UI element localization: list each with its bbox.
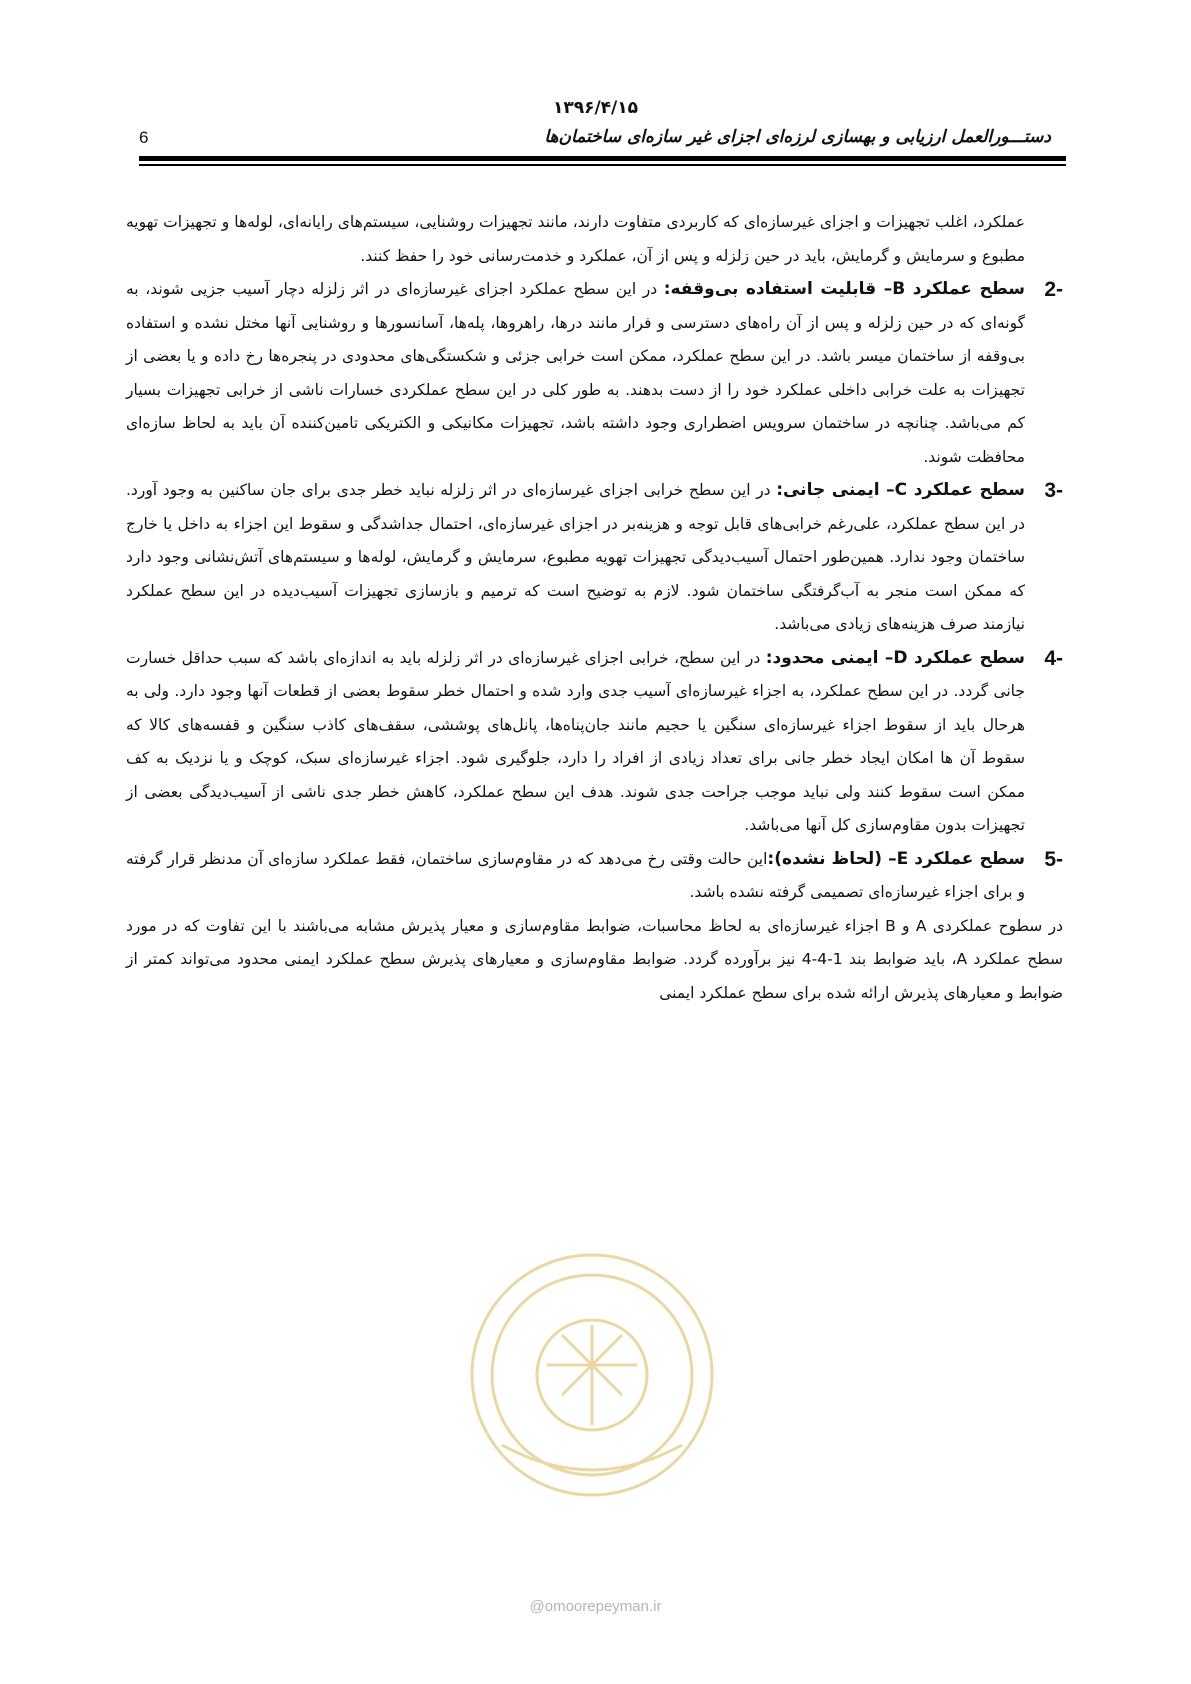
item-number: 3- <box>1044 479 1063 502</box>
page-number: 6 <box>139 128 149 147</box>
item-heading: سطح عملکرد C– ایمنی جانی: <box>776 480 1025 500</box>
item-number: 5- <box>1044 847 1063 871</box>
item-text: در این سطح، خرابی اجزای غیرسازه‌ای در اثر زلزله باید به اندازه‌ای باشد که سبب حداقل خسارت جانی گردد. در این سطح عملکرد، به اجزاء غیرسازه‌ای آسیب جدی وارد شده و احتمال خطر سقوط بعضی از قطعات آنها وجود دارد. ولی به هرحال باید از سقوط اجزاء غیرسازه‌ای سنگین یا حجیم مانند جان‌پناه‌ها، پانل‌های پوششی، سقف‌های کاذب سنگین و قفسه‌های کالا که سقوط آن ها امکان ایجاد خطر جانی برای تعداد زیادی از افراد را دارد، جلوگیری شود. اجزاء غیرسازه‌ای سبک، کوچک و یا نزدیک به کف ممکن است سقوط کنند ولی نباید موجب جراحت جدی شوند. هدف این سطح عملکرد، کاهش خطر جدی ناشی از آسیب‌دیدگی بعضی از تجهیزات بدون مقاوم‌سازی کل آنها می‌باشد. <box>126 648 1025 834</box>
item-number: 4- <box>1044 646 1063 670</box>
watermark-seal-icon <box>462 1245 722 1505</box>
item-heading: سطح عملکرد D– ایمنی محدود: <box>765 647 1025 668</box>
item-text: در این سطح خرابی اجزای غیرسازه‌ای در اثر زلزله نباید خطر جدی برای جان ساکنین به وجود آورد. در این سطح عملکرد، علی‌رغم خرابی‌های قابل توجه و هزینه‌بر در اجزای غیرسازه‌ای، احتمال جداشدگی و سقوط این اجزاء به داخل یا خارج ساختمان وجود ندارد. همین‌طور احتمال آسیب‌دیدگی تجهیزات تهویه مطبوع، سرمایش و گرمایش، لوله‌ها و سیستم‌های آتش‌نشانی وجود دارد که ممکن است منجر به آب‌گرفتگی ساختمان شود. لازم به توضیح است که ترمیم و بازسازی تجهیزات آسیب‌دیده در این سطح عملکرد نیازمند صرف هزینه‌های زیادی می‌باشد. <box>126 481 1025 633</box>
page-header <box>0 0 1191 170</box>
item-heading: سطح عملکرد E– (لحاظ نشده): <box>767 848 1025 869</box>
list-item <box>126 273 1063 474</box>
header-date: ۱۳۹۶/۴/۱۵ <box>552 98 639 118</box>
item-text: این حالت وقتی رخ می‌دهد که در مقاوم‌سازی ساختمان، فقط عملکرد سازه‌ای آن مدنظر قرار گرفته و برای اجزاء غیرسازه‌ای تصمیمی گرفته نشده باشد. <box>126 849 1025 901</box>
header-title: دستـــورالعمل ارزیابی و بهسازی لرزه‌ای اجزای غیر سازه‌ای ساختمان‌ها <box>544 127 1051 147</box>
page-content <box>126 206 1063 1010</box>
list-item <box>126 642 1063 843</box>
watermark-url: @omoorepeyman.ir <box>529 1598 662 1615</box>
intro-paragraph: عملکرد، اغلب تجهیزات و اجزای غیرسازه‌ای که کاربردی متفاوت دارند، مانند تجهیزات روشنایی، سیستم‌های رایانه‌ای، لوله‌ها و تجهیزات تهویه مطبوع و سرمایش و گرمایش، باید در حین زلزله و پس از آن، عملکرد و خدمت‌رسانی خود را حفظ کنند. <box>126 213 1025 265</box>
list-item <box>126 843 1063 910</box>
item-number: 2- <box>1044 278 1063 301</box>
closing-paragraph: در سطوح عملکردی A و B اجزاء غیرسازه‌ای به لحاظ محاسبات، ضوابط مقاوم‌سازی و معیار پذیرش مشابه می‌باشند با این تفاوت که در مورد سطح عملکرد A، باید ضوابط بند 1-4-4 نیز برآورده گردد. ضوابط مقاوم‌سازی و معیارهای پذیرش سطح عملکرد ایمنی محدود می‌تواند کمتر از ضوابط و معیارهای پذیرش ارائه شده برای سطح عملکرد ایمنی <box>126 916 1064 1002</box>
header-rule-thick <box>139 156 1066 161</box>
list-item <box>126 474 1063 642</box>
item-text: در این سطح عملکرد اجزای غیرسازه‌ای در اثر زلزله دچار آسیب جزیی شوند، به گونه‌ای که در حین زلزله و پس از آن راه‌های دسترسی و فرار مانند درها، راهروها، پله‌ها، آسانسورها و روشنایی آنها مختل نشده و استفاده بی‌وقفه از ساختمان میسر باشد. در این سطح عملکرد، ممکن است خرابی جزئی و شکستگی‌های محدودی در پنجره‌ها رخ داده و یا بعضی از تجهیزات به علت خرابی داخلی عملکرد خود را از دست بدهند. به طور کلی در این سطح عملکردی خسارات ناشی از خرابی تجهیزات بسیار کم می‌باشد. چنانچه در ساختمان سرویس اضطراری وجود داشته باشد، تجهیزات مکانیکی و الکتریکی تامین‌کننده آن باید به لحاظ سازه‌ای محافظت شوند. <box>126 280 1025 466</box>
item-heading: سطح عملکرد B– قابلیت استفاده بی‌وقفه: <box>663 279 1025 299</box>
header-rule-thin <box>139 164 1066 166</box>
